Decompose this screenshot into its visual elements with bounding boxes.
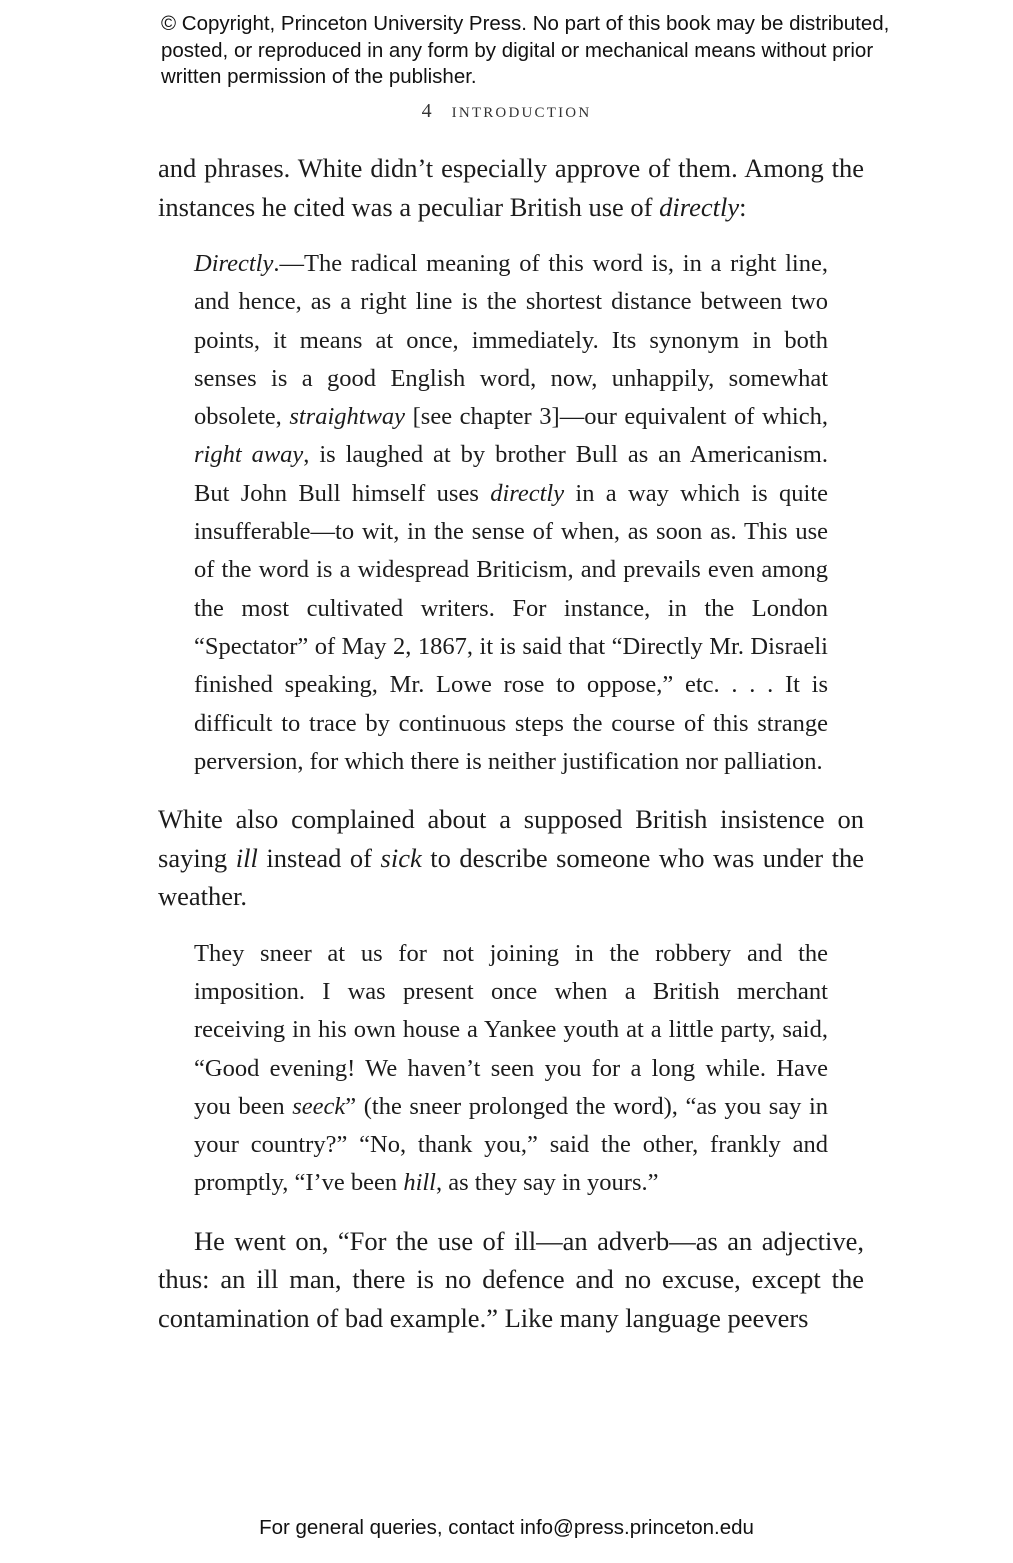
body-text bbox=[158, 149, 864, 1337]
footer-contact: For general queries, contact info@press.princeton.edu bbox=[259, 1516, 754, 1539]
paragraph-3: He went on, “For the use of ill—an adverb—as an adjective, thus: an ill man, there is no defence and no excuse, except the contamination of bad example.” Like many language peevers bbox=[158, 1225, 864, 1333]
page-number: 4 bbox=[421, 100, 432, 122]
paragraph-2: White also complained about a supposed British insistence on saying ill instead of sick to describe someone who was under the weather. bbox=[158, 804, 865, 912]
copyright-notice: © Copyright, Princeton University Press. No part of this book may be distributed, posted, or reproduced in any form by digital or mechanical means without prior written permission of the publisher. bbox=[161, 12, 890, 88]
paragraph-1: and phrases. White didn’t especially approve of them. Among the instances he cited was a peculiar British use of directly: bbox=[158, 153, 864, 222]
block-quote-2: They sneer at us for not joining in the robbery and the imposition. I was present once when a British merchant receiving in his own house a Yankee youth at a little party, said, “Good evening! We haven’t seen you for a long while. Have you been seeck” (the sneer prolonged the word), “as you say in your country?” “No, thank you,” said the other, frankly and promptly, “I’ve been hill, as they say in yours.” bbox=[194, 939, 829, 1197]
running-head bbox=[0, 99, 1013, 125]
chapter-title: INTRODUCTION bbox=[451, 105, 592, 121]
block-quote-1: Directly.—The radical meaning of this word is, in a right line, and hence, as a right line is the shortest distance between two points, it means at once, immediately. Its synonym in both senses is a good English word, now, unhappily, somewhat obsolete, straightway [see chapter 3]—our equivalent of which, right away, is laughed at by brother Bull as an Americanism. But John Bull himself uses directly in a way which is quite insufferable—to wit, in the sense of when, as soon as. This use of the word is a widespread Briticism, and prevails even among the most cultivated writers. For instance, in the London “Spectator” of May 2, 1867, it is said that “Directly Mr. Disraeli finished speaking, Mr. Lowe rose to oppose,” etc. . . . It is difficult to trace by continuous steps the course of this strange perversion, for which there is neither justification nor palliation. bbox=[194, 250, 828, 775]
